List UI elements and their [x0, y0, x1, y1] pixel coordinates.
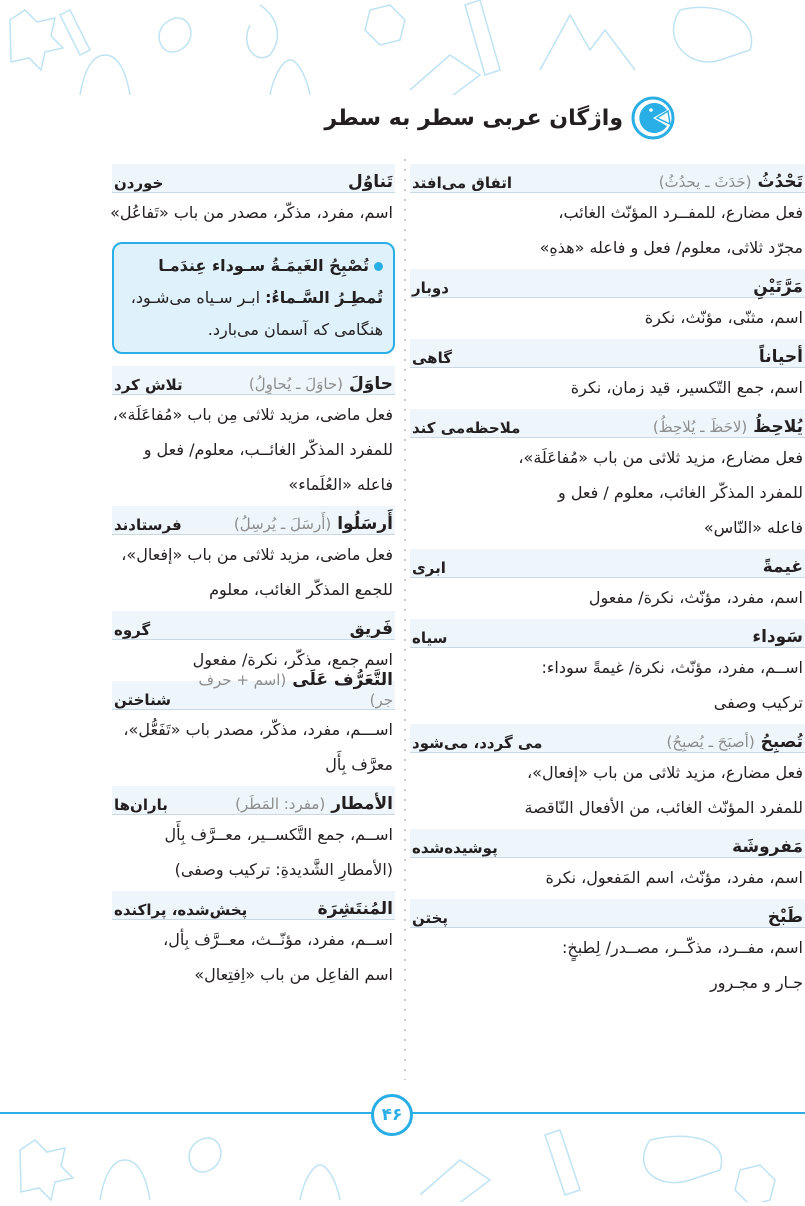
- vocab-word: غيمةً: [762, 557, 803, 577]
- grammar-description: [410, 193, 805, 265]
- description-line: اسم، مفرد، مؤنّث، اسم المَفعول، نکرة: [545, 868, 803, 887]
- entry-header: [112, 891, 395, 920]
- persian-meaning: ملاحظه‌می کند: [412, 419, 521, 437]
- example-translation: ابـر سـياه مى‌شـود،: [130, 288, 261, 307]
- book-doodle-icon: [410, 55, 480, 95]
- entry-header: [410, 549, 805, 578]
- grammar-description: [410, 648, 805, 720]
- description-line: مجرّد ثلاثی، معلوم/ فعل و فاعله «هذهِ»: [539, 238, 803, 257]
- vocab-word: تُصبِحُ: [760, 732, 803, 752]
- vocab-column-right: [410, 160, 805, 1000]
- vocab-entry: [410, 549, 805, 615]
- example-translation: هنگامی که آسمان می‌بارد.: [207, 320, 383, 339]
- entry-header: [112, 164, 395, 193]
- entry-header: [410, 724, 805, 753]
- vocab-entry: [410, 724, 805, 825]
- page-number: ۴۶: [371, 1094, 413, 1136]
- grammar-description: [410, 928, 805, 1000]
- vocab-word: تَناوُل: [347, 172, 393, 192]
- description-line: جـار و مجـرور: [710, 973, 803, 992]
- vocab-entry: [410, 339, 805, 405]
- pen-doodle-icon: [60, 10, 90, 55]
- vocab-word: طَبْخ: [767, 907, 803, 927]
- description-line: فعل مضارع، مزید ثلاثی من باب «مُفاعَلَة»،: [518, 448, 803, 467]
- description-line: فعل ماضی، مزید ثلاثی مِن باب «مُفاعَلَة»،: [112, 405, 393, 424]
- description-line: اسم، جمع التّکسیر، قید زمان، نکرة: [570, 378, 803, 397]
- vocab-word: مَرَّتَيْنِ: [753, 277, 803, 297]
- persian-meaning: پختن: [412, 909, 449, 927]
- description-line: اسم، مفرد، مؤنّث، نکرة/ مفعول: [588, 588, 803, 607]
- vocab-word: أَرسَلُوا: [337, 514, 393, 534]
- palm-doodle-icon: [100, 1160, 150, 1200]
- persian-meaning: باران‌ها: [114, 796, 168, 814]
- entry-header: [410, 164, 805, 193]
- vocab-entry: [410, 409, 805, 545]
- entry-header: [112, 366, 395, 395]
- entry-header: [112, 786, 395, 815]
- swirl-doodle-icon: [189, 1138, 221, 1172]
- persian-meaning: تلاش کرد: [114, 376, 183, 394]
- swirl-doodle-icon: [159, 18, 191, 52]
- persian-meaning: گروه: [114, 621, 151, 639]
- verb-forms: (اسم + حرف جر): [198, 671, 393, 709]
- vocab-entry: [112, 164, 395, 230]
- vocab-word: أحياناً: [758, 347, 803, 367]
- vocab-entry: [112, 891, 395, 992]
- persian-meaning: می گردد، می‌شود: [412, 734, 543, 752]
- grammar-description: [410, 753, 805, 825]
- entry-header: [410, 269, 805, 298]
- grammar-description: [410, 578, 805, 615]
- description-line: فعل مضارع، للمفــرد المؤنّث الغائب،: [558, 203, 803, 222]
- octagon-doodle-icon: [735, 1165, 775, 1202]
- grammar-description: [112, 710, 395, 782]
- persian-meaning: پخش‌شده، پراکنده: [114, 901, 248, 919]
- vocab-word: فَريق: [349, 619, 393, 639]
- entry-header: [410, 899, 805, 928]
- grammar-description: [112, 395, 395, 502]
- grammar-description: [112, 535, 395, 607]
- verb-forms: (حاوَلَ ـ يُحاوِلُ): [248, 375, 344, 393]
- book-doodle-icon: [420, 1160, 490, 1202]
- entry-header: [410, 409, 805, 438]
- grammar-description: [112, 920, 395, 992]
- star-doodle-icon: [20, 1140, 73, 1200]
- grammar-description: [410, 368, 805, 405]
- persian-meaning: فرستادند: [114, 516, 182, 534]
- description-line: اسم الفاعِل من باب «اِفتِعال»: [194, 965, 393, 984]
- persian-meaning: پوشیده‌شده: [412, 839, 498, 857]
- verb-forms: (حَدَثَ ـ يحدُثُ): [658, 173, 752, 191]
- entry-header: [410, 829, 805, 858]
- palm-doodle-icon: [80, 55, 130, 95]
- vocab-word: الأمطار: [331, 794, 393, 814]
- vocab-entry: [112, 506, 395, 607]
- dome-doodle-icon: [270, 60, 310, 95]
- vocab-word: التَّعَرُّف عَلَی: [292, 670, 393, 690]
- vocab-word: مَفروشَة: [732, 837, 803, 857]
- verb-forms: (أَرسَلَ ـ يُرسِلُ): [233, 515, 332, 533]
- description-line: للمفرد المذکّر الغائــب، معلوم/ فعل و: [143, 440, 393, 459]
- description-line: اســم، مفرد، مؤنّــث، معــرَّف بِأل،: [163, 930, 393, 949]
- description-line: للمفرد المؤنّث الغائب، من الأفعال النّاقصة: [524, 798, 803, 817]
- description-line: فاعله «العُلَماء»: [288, 475, 393, 494]
- description-line: (الأمطارِ الشَّديدةِ: ترکیب وصفی): [174, 860, 393, 879]
- vocab-word: المُنتَشِرَة: [317, 899, 393, 919]
- entry-header: [112, 670, 395, 710]
- pen-doodle-icon: [545, 1130, 580, 1195]
- vocab-entry: [112, 786, 395, 887]
- grammar-description: [112, 193, 395, 230]
- entry-header: [410, 619, 805, 648]
- section-header: [324, 96, 675, 140]
- vocab-word: يُلاحِظُ: [753, 417, 803, 437]
- scroll-doodle-icon: [674, 7, 752, 62]
- vocab-entry: [410, 899, 805, 1000]
- description-line: معرَّف بِأَل: [325, 755, 393, 774]
- section-title: واژگان عربی سطر به سطر: [324, 105, 623, 131]
- dome-doodle-icon: [300, 1165, 340, 1200]
- vocab-entry: [410, 164, 805, 265]
- verb-forms: (مفرد: المَطَر): [235, 795, 326, 813]
- column-divider: [404, 155, 406, 1080]
- description-line: اســم، جمع التَّکســير، معــرَّف بِأَل: [164, 825, 393, 844]
- grammar-description: [112, 815, 395, 887]
- description-line: فعل مضارع، مزید ثلاثی من باب «إفعال»،: [527, 763, 803, 782]
- octagon-doodle-icon: [365, 5, 405, 45]
- grammar-description: [410, 858, 805, 895]
- grammar-description: [410, 298, 805, 335]
- persian-meaning: اتفاق می‌افتد: [412, 174, 513, 192]
- description-line: للمفرد المذکّر الغائب، معلوم / فعل و: [558, 483, 803, 502]
- example-sentence-box: [112, 242, 395, 354]
- mountain-doodle-icon: [540, 15, 635, 70]
- vocab-entry: [112, 670, 395, 782]
- description-line: فعل ماضی، مزید ثلاثی من باب «إفعال»،: [121, 545, 393, 564]
- vocab-word: سَوداء: [752, 627, 803, 647]
- scroll-doodle-icon: [644, 1136, 722, 1182]
- description-line: اسم، مفــرد، مذکّــر، مصــدر/ لِطبخٍ:: [562, 938, 803, 957]
- example-arabic-sentence: تُصْبِحُ الغَیمَـةُ سـوداء عِندَمـا تُمطِـرُ السَّـماءُ:: [158, 256, 383, 307]
- description-line: اسم، مفرد، مذکّر، مصدر من باب «تَفاعُل»: [110, 203, 393, 222]
- description-line: اسم جمع، مذکّر، نکرة/ مفعول: [192, 650, 393, 669]
- persian-meaning: سیاه: [412, 629, 448, 647]
- grammar-description: [410, 438, 805, 545]
- vocab-entry: [112, 366, 395, 502]
- bullet-icon: [374, 262, 383, 271]
- vocab-entry: [410, 269, 805, 335]
- decorative-doodle-banner-top: [0, 0, 805, 95]
- description-line: اســم، مفرد، مؤنّث، نکرة/ غيمةً سوداء:: [541, 658, 803, 677]
- verb-forms: (أصبَحَ ـ يُصبِحُ): [666, 733, 755, 751]
- persian-meaning: شناختن: [114, 691, 171, 709]
- entry-header: [410, 339, 805, 368]
- description-line: اسم، مثنّی، مؤنّث، نکرة: [644, 308, 803, 327]
- vocab-column-left: [112, 160, 395, 992]
- star-doodle-icon: [10, 10, 63, 70]
- persian-meaning: گاهی: [412, 349, 452, 367]
- description-line: ترکیب وصفی: [713, 693, 803, 712]
- calligraphy-doodle-icon: [247, 5, 278, 58]
- vocab-entry: [112, 611, 395, 677]
- description-line: للجمع المذکّر الغائب، معلوم: [209, 580, 393, 599]
- vocab-word: حاوَلَ: [349, 374, 393, 394]
- verb-forms: (لاحَظَ ـ يُلاحِظُ): [652, 418, 748, 436]
- description-line: فاعله «النّاس»: [703, 518, 803, 537]
- tower-doodle-icon: [465, 0, 500, 75]
- description-line: اســـم، مفرد، مذکّر، مصدر باب «تَفَعُّل»،: [123, 720, 393, 739]
- vocab-entry: [410, 619, 805, 720]
- persian-meaning: دوبار: [412, 279, 449, 297]
- entry-header: [112, 506, 395, 535]
- persian-meaning: ابری: [412, 559, 446, 577]
- vocab-entry: [410, 829, 805, 895]
- entry-header: [112, 611, 395, 640]
- vocab-word: تَحْدُثُ: [757, 172, 803, 192]
- persian-meaning: خوردن: [114, 174, 164, 192]
- pacman-icon: [631, 96, 675, 140]
